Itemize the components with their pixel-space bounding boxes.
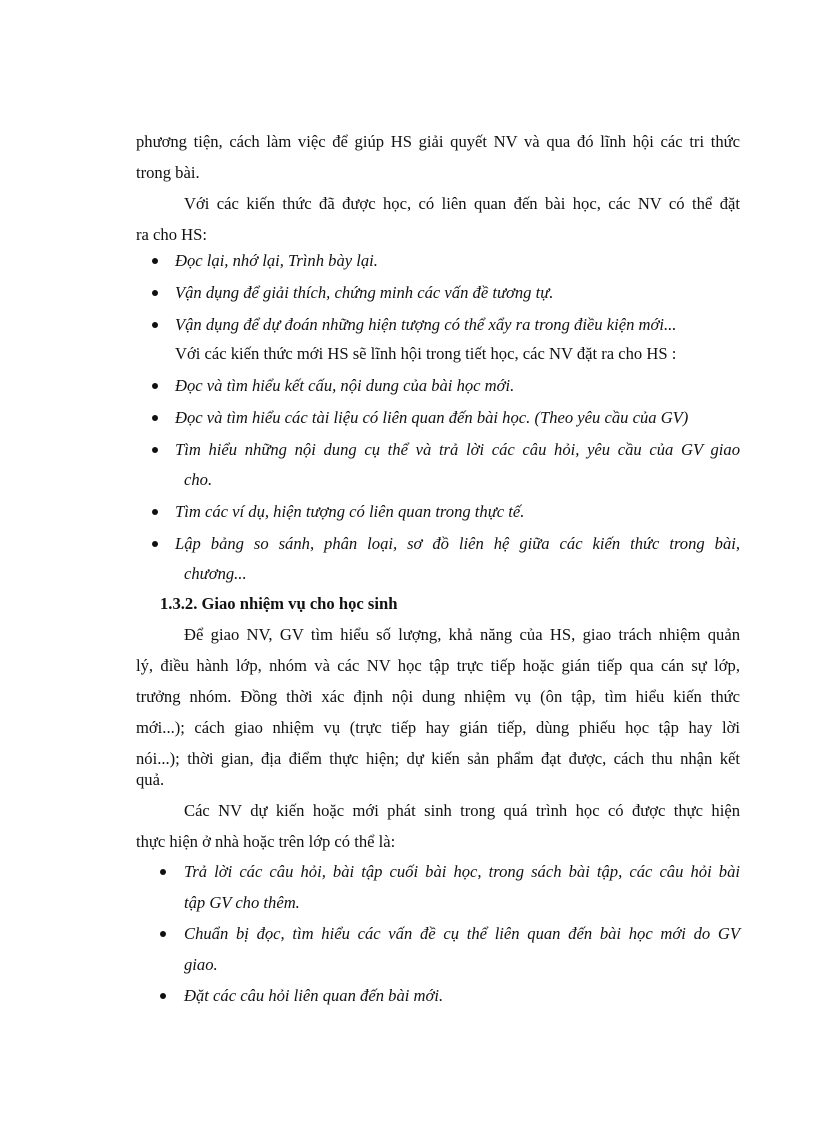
- list3-item-1a: Trả lời các câu hỏi, bài tập cuối bài học, trong sách bài tập, các câu hỏi bài: [184, 862, 740, 881]
- list2-item-3b: cho.: [184, 470, 213, 489]
- bullet-icon: [160, 993, 166, 999]
- list1-item-1: Đọc lại, nhớ lại, Trình bày lại.: [175, 251, 378, 270]
- list1-item-3: Vận dụng để dự đoán những hiện tượng có thể xẩy ra trong điều kiện mới...: [175, 315, 677, 334]
- section-p1-line-1: Để giao NV, GV tìm hiểu số lượng, khả năng của HS, giao trách nhiệm quản: [184, 625, 740, 644]
- bullet-icon: [152, 415, 158, 421]
- list2-item-5b: chương...: [184, 564, 247, 583]
- section-heading: 1.3.2. Giao nhiệm vụ cho học sinh: [160, 594, 398, 613]
- bullet-icon: [160, 931, 166, 937]
- list3-item-1b: tập GV cho thêm.: [184, 893, 300, 912]
- bullet-icon: [152, 541, 158, 547]
- new-knowledge-line: Với các kiến thức mới HS sẽ lĩnh hội trong tiết học, các NV đặt ra cho HS :: [175, 344, 677, 363]
- section-p1-line-5: nói...); thời gian, địa điểm thực hiện; dự kiến sản phẩm đạt được, cách thu nhận kết: [136, 749, 740, 768]
- bullet-icon: [152, 290, 158, 296]
- list2-item-1: Đọc và tìm hiểu kết cấu, nội dung của bài học mới.: [175, 376, 515, 395]
- bullet-icon: [152, 383, 158, 389]
- section-p1-line-6: quả.: [136, 770, 165, 789]
- bullet-icon: [152, 509, 158, 515]
- list3-item-2b: giao.: [184, 955, 218, 974]
- list2-item-4: Tìm các ví dụ, hiện tượng có liên quan trong thực tế.: [175, 502, 525, 521]
- list3-item-3: Đặt các câu hỏi liên quan đến bài mới.: [184, 986, 444, 1005]
- bullet-icon: [152, 258, 158, 264]
- section-p1-line-2: lý, điều hành lớp, nhóm và các NV học tập trực tiếp hoặc gián tiếp qua cán sự lớp,: [136, 656, 740, 675]
- section-p2-line-1: Các NV dự kiến hoặc mới phát sinh trong quá trình học có được thực hiện: [184, 801, 740, 820]
- list2-item-3a: Tìm hiểu những nội dung cụ thể và trả lời các câu hỏi, yêu cầu của GV giao: [175, 440, 740, 459]
- intro-line-1: phương tiện, cách làm việc để giúp HS giải quyết NV và qua đó lĩnh hội các tri thức: [136, 132, 740, 151]
- intro-line-4: ra cho HS:: [136, 225, 207, 244]
- list1-item-2: Vận dụng để giải thích, chứng minh các vấn đề tương tự.: [175, 283, 554, 302]
- bullet-icon: [152, 447, 158, 453]
- section-p2-line-2: thực hiện ở nhà hoặc trên lớp có thể là:: [136, 832, 396, 851]
- section-p1-line-3: trưởng nhóm. Đồng thời xác định nội dung nhiệm vụ (ôn tập, tìm hiểu kiến thức: [136, 687, 740, 706]
- section-p1-line-4: mới...); cách giao nhiệm vụ (trực tiếp hay gián tiếp, dùng phiếu học tập hay lời: [136, 718, 740, 737]
- list3-item-2a: Chuẩn bị đọc, tìm hiểu các vấn đề cụ thể liên quan đến bài học mới do GV: [184, 924, 740, 943]
- intro-line-2: trong bài.: [136, 163, 200, 182]
- intro-line-3: Với các kiến thức đã được học, có liên quan đến bài học, các NV có thể đặt: [184, 194, 740, 213]
- list2-item-2: Đọc và tìm hiểu các tài liệu có liên quan đến bài học. (Theo yêu cầu của GV): [175, 408, 689, 427]
- bullet-icon: [152, 322, 158, 328]
- list2-item-5a: Lập bảng so sánh, phân loại, sơ đồ liên hệ giữa các kiến thức trong bài,: [175, 534, 740, 553]
- bullet-icon: [160, 869, 166, 875]
